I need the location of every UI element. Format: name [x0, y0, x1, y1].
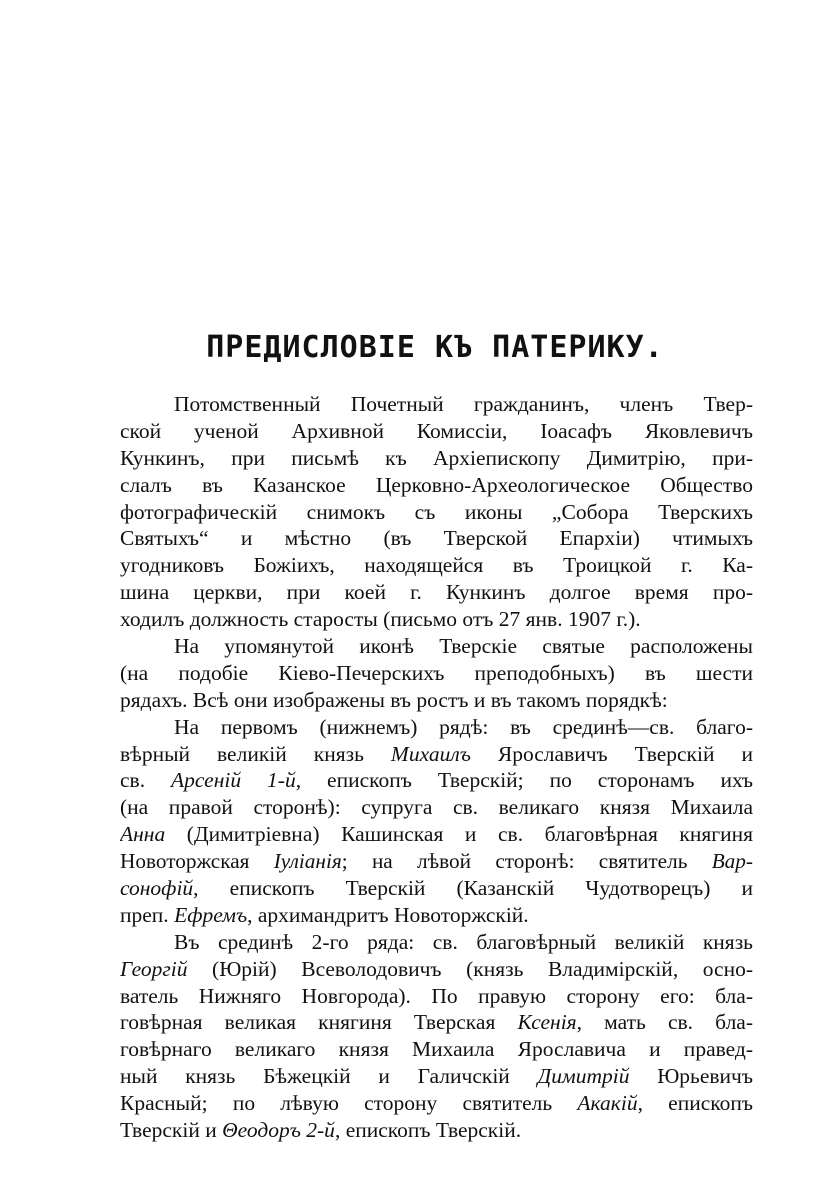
- text-segment: Новоторжская: [120, 849, 274, 874]
- text-segment: На упомянутой иконѣ Тверскіе святые расположены: [174, 634, 753, 659]
- text-segment: св.: [120, 768, 172, 793]
- italic-name: Акакій: [577, 1091, 638, 1116]
- italic-name: Георгій: [120, 956, 188, 981]
- italic-name: Анна: [120, 822, 166, 847]
- text-segment: слалъ въ Казанское Церковно-Археологическое Общество: [120, 472, 753, 497]
- text-segment: (Димитріевна) Кашинская и св. благовѣрная княгиня: [165, 822, 753, 847]
- text-line: [120, 391, 753, 418]
- text-segment: Святыхъ“ и мѣстно (въ Тверской Епархіи) чтимыхъ: [120, 526, 753, 551]
- text-segment: Красный; по лѣвую сторону святитель: [120, 1091, 578, 1116]
- text-line: [120, 687, 753, 714]
- text-segment: говѣрная великая княгиня Тверская: [120, 1010, 518, 1035]
- text-line: [120, 1063, 753, 1090]
- text-line: [120, 472, 753, 499]
- text-segment: преп.: [120, 902, 175, 927]
- text-line: [120, 445, 753, 472]
- text-line: [120, 1090, 753, 1117]
- text-line: [120, 929, 753, 956]
- text-line: [120, 1117, 753, 1144]
- text-segment: говѣрнаго великаго князя Михаила Ярославича и правед-: [120, 1037, 753, 1062]
- italic-name: Ксенія: [517, 1010, 577, 1035]
- italic-name: Ефремъ: [174, 902, 248, 927]
- text-segment: , архимандритъ Новоторжскій.: [247, 902, 529, 927]
- text-segment: (на правой сторонѣ): супруга св. великаго князя Михаила: [120, 795, 753, 820]
- text-segment: На первомъ (нижнемъ) рядѣ: въ срединѣ—св. благо-: [174, 714, 753, 739]
- text-line: [120, 875, 753, 902]
- text-line: [120, 848, 753, 875]
- text-segment: (Юрій) Всеволодовичъ (князь Владимірскій, осно-: [187, 956, 753, 981]
- text-segment: Кункинъ, при письмѣ къ Архіепископу Димитрію, при-: [120, 445, 753, 470]
- page-title: ПРЕДИСЛОВІЕ КЪ ПАТЕРИКУ.: [206, 330, 664, 365]
- text-segment: , епископъ Тверскій.: [334, 1118, 522, 1143]
- text-line: [120, 552, 753, 579]
- text-line: [120, 983, 753, 1010]
- text-segment: ный князь Бѣжецкій и Галичскій: [120, 1064, 538, 1089]
- text-line: [120, 606, 753, 633]
- text-line: [120, 1009, 753, 1036]
- text-segment: фотографическій снимокъ съ иконы „Собора Тверскихъ: [120, 499, 753, 524]
- text-segment: , епископъ Тверскій; по сторонамъ ихъ: [295, 768, 753, 793]
- text-line: [120, 714, 753, 741]
- italic-name: Θеодоръ 2-й: [222, 1118, 335, 1143]
- italic-name: Димитрій: [537, 1064, 630, 1089]
- italic-name: сонофій: [120, 876, 194, 901]
- text-segment: ; на лѣвой сторонѣ: святитель: [341, 849, 712, 874]
- text-segment: , мать св. бла-: [576, 1010, 753, 1035]
- text-line: [120, 794, 753, 821]
- text-line: [120, 902, 753, 929]
- text-line: [120, 499, 753, 526]
- text-segment: Потомственный Почетный гражданинъ, членъ Твер-: [174, 392, 753, 416]
- text-line: [120, 579, 753, 606]
- italic-name: Вар-: [711, 849, 753, 874]
- text-line: [120, 767, 753, 794]
- text-line: [120, 821, 753, 848]
- text-line: [120, 418, 753, 445]
- text-segment: (на подобіе Кіево-Печерскихъ преподобныхъ) въ шести: [120, 660, 753, 685]
- text-line: [120, 741, 753, 768]
- text-line: [120, 633, 753, 660]
- italic-name: Іуліанія: [273, 849, 342, 874]
- text-segment: Юрьевичъ: [629, 1064, 753, 1089]
- text-segment: рядахъ. Всѣ они изображены въ ростъ и въ такомъ порядкѣ:: [120, 687, 668, 712]
- italic-name: Михаилъ: [390, 741, 471, 766]
- text-segment: угодниковъ Божіихъ, находящейся въ Троицкой г. Ка-: [120, 553, 753, 578]
- text-segment: Въ срединѣ 2-го ряда: св. благовѣрный великій князь: [174, 929, 753, 954]
- body-text: [120, 391, 753, 1144]
- italic-name: Арсеній 1-й: [171, 768, 296, 793]
- text-segment: Ярославичъ Тверскій и: [470, 741, 753, 766]
- text-segment: , епископъ Тверскій (Казанскій Чудотворецъ) и: [193, 876, 753, 901]
- text-segment: ходилъ должность старосты (письмо отъ 27 янв. 1907 г.).: [120, 607, 641, 632]
- text-line: [120, 1036, 753, 1063]
- text-segment: шина церкви, при коей г. Кункинъ долгое время про-: [120, 580, 753, 605]
- text-line: [120, 660, 753, 687]
- text-line: [120, 525, 753, 552]
- text-segment: Тверскій и: [120, 1118, 223, 1143]
- text-segment: вѣрный великій князь: [120, 741, 391, 766]
- text-segment: ской ученой Архивной Комиссіи, Іоасафъ Яковлевичъ: [120, 418, 753, 443]
- text-line: [120, 956, 753, 983]
- text-segment: , епископъ: [637, 1091, 753, 1116]
- text-segment: ватель Нижняго Новгорода). По правую сторону его: бла-: [120, 983, 753, 1008]
